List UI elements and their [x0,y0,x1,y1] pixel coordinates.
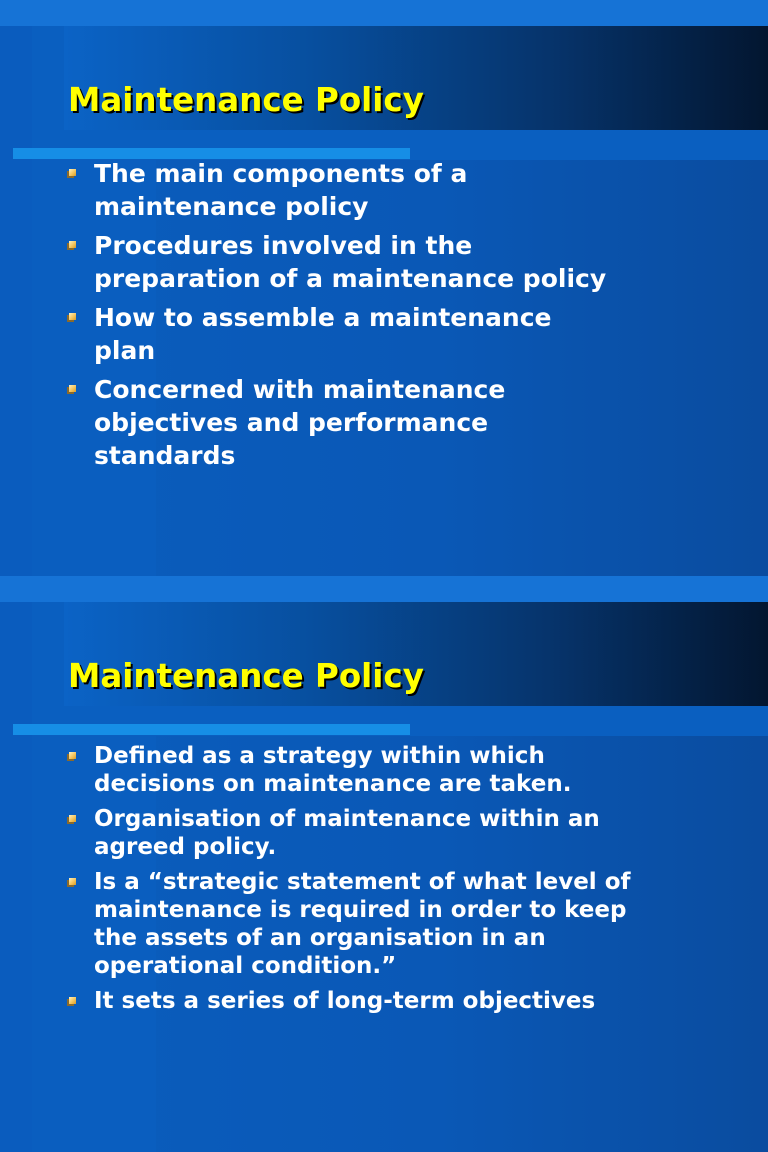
bullet-list [66,157,756,478]
bullet-item [66,805,756,861]
bullet-item [66,742,756,798]
bullet-square-icon [69,169,76,176]
bullet-square-icon [69,815,76,822]
bullet-text: Procedures involved in the preparation of a maintenance policy [94,231,607,293]
bullet-item [66,157,756,223]
slide-top-band [0,0,768,26]
bullet-item [66,229,756,295]
bullet-item [66,987,756,1015]
slide-left-band [0,602,32,1152]
bullet-list [66,742,756,1022]
bullet-text: The main components of a maintenance policy [94,159,468,221]
slide-left-band [0,26,32,576]
slide-title: Maintenance Policy [68,80,424,119]
bullet-square-icon [69,241,76,248]
slide-title: Maintenance Policy [68,656,424,695]
bullet-text: Concerned with maintenance objectives and performance standards [94,375,506,470]
bullet-text: Is a “strategic statement of what level of maintenance is required in order to keep the assets of an organisation in an operational condition.” [94,869,631,979]
bullet-text: It sets a series of long-term objectives [94,988,596,1014]
bullet-square-icon [69,385,76,392]
slide-top-band [0,576,768,602]
bullet-square-icon [69,752,76,759]
bullet-text: Organisation of maintenance within an agreed policy. [94,806,600,860]
bullet-square-icon [69,997,76,1004]
bullet-item [66,301,756,367]
bullet-text: Defined as a strategy within which decisions on maintenance are taken. [94,743,572,797]
bullet-square-icon [69,878,76,885]
title-accent-bar [13,724,410,735]
bullet-item [66,868,756,980]
bullet-square-icon [69,313,76,320]
bullet-text: How to assemble a maintenance plan [94,303,552,365]
bullet-item [66,373,756,472]
